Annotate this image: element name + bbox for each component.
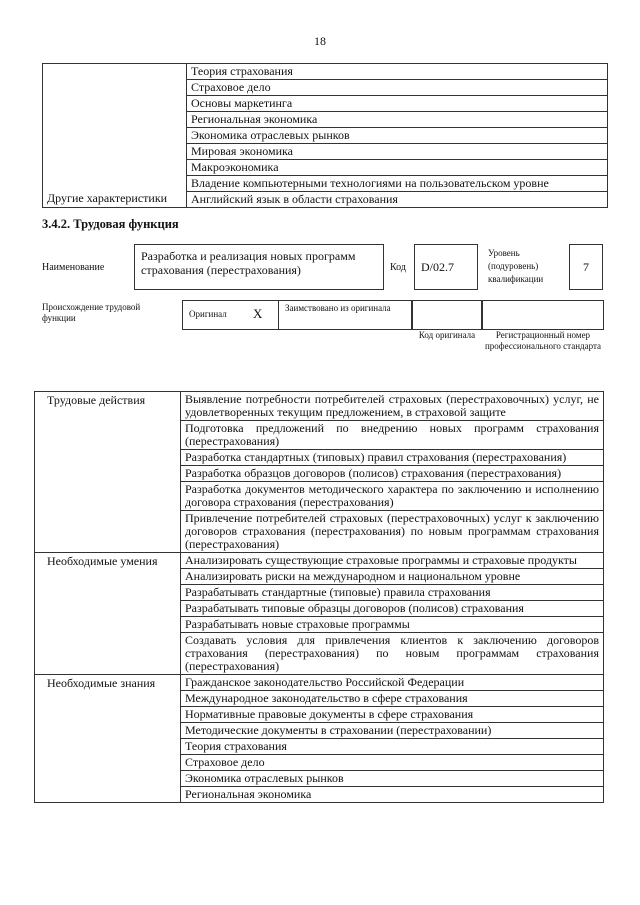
list-item: Создавать условия для привлечения клиентов к заключению договоров страхования (перестрахования) по новым программам страхования (перестрахования) — [181, 633, 604, 675]
list-item: Экономика отраслевых рынков — [187, 128, 608, 144]
list-item: Региональная экономика — [187, 112, 608, 128]
list-item: Мировая экономика — [187, 144, 608, 160]
page-number: 18 — [314, 34, 326, 48]
borrowed-label: Заимствовано из оригинала — [285, 303, 391, 313]
code-value: D/02.7 — [421, 260, 454, 274]
level-box — [569, 244, 603, 290]
level-label: Уровень (подуровень) квалификации — [488, 248, 544, 284]
original-box — [182, 300, 278, 330]
list-item: Теория страхования — [187, 64, 608, 80]
list-item: Основы маркетинга — [187, 96, 608, 112]
orig-code-box — [412, 300, 482, 330]
list-item: Анализировать существующие страховые программы и страховые продукты — [181, 553, 604, 569]
list-item: Методические документы в страховании (перестраховании) — [181, 723, 604, 739]
name-label: Наименование — [42, 262, 105, 273]
list-item: Макроэкономика — [187, 160, 608, 176]
reg-number-box — [482, 300, 604, 330]
list-item: Нормативные правовые документы в сфере страхования — [181, 707, 604, 723]
list-item: Экономика отраслевых рынков — [181, 771, 604, 787]
other-characteristics-label: Другие характеристики — [43, 64, 187, 208]
list-item: Страховое дело — [181, 755, 604, 771]
list-item: Разработка образцов договоров (полисов) страхования (перестрахования) — [181, 466, 604, 482]
list-item: Анализировать риски на международном и национальном уровне — [181, 569, 604, 585]
other-characteristics-table — [42, 63, 608, 208]
list-item: Международное законодательство в сфере страхования — [181, 691, 604, 707]
list-item: Страховое дело — [187, 80, 608, 96]
orig-code-label: Код оригинала — [418, 330, 476, 340]
original-label: Оригинал — [189, 309, 227, 319]
borrowed-box — [278, 300, 412, 330]
section-title: 3.4.2. Трудовая функция — [42, 217, 179, 231]
level-value: 7 — [583, 260, 589, 274]
reg-number-label: Регистрационный номер профессионального стандарта — [484, 330, 602, 351]
labor-function-table — [34, 391, 604, 803]
code-label: Код — [390, 262, 406, 273]
list-item: Теория страхования — [181, 739, 604, 755]
list-item: Подготовка предложений по внедрению новых программ страхования (перестрахования) — [181, 421, 604, 450]
list-item: Разработка документов методического характера по заключению и исполнению договора страхования (перестрахования) — [181, 482, 604, 511]
list-item: Привлечение потребителей страховых (перестраховочных) услуг к заключению договоров страхования (перестрахования) по новым программам страхования (перестрахования) — [181, 511, 604, 553]
list-item: Владение компьютерными технологиями на пользовательском уровне — [187, 176, 608, 192]
list-item: Региональная экономика — [181, 787, 604, 803]
list-item: Разрабатывать новые страховые программы — [181, 617, 604, 633]
origin-label: Происхождение трудовой функции — [42, 302, 141, 323]
knowledge-label: Необходимые знания — [35, 675, 181, 803]
name-box — [134, 244, 384, 290]
list-item: Разработка стандартных (типовых) правил страхования (перестрахования) — [181, 450, 604, 466]
code-box — [414, 244, 478, 290]
list-item: Английский язык в области страхования — [187, 192, 608, 208]
original-mark: X — [253, 306, 263, 321]
list-item: Гражданское законодательство Российской Федерации — [181, 675, 604, 691]
labor-actions-label: Трудовые действия — [35, 392, 181, 553]
list-item: Выявление потребности потребителей страховых (перестраховочных) услуг, не удовлетворенных текущим предложением, в страховой защите — [181, 392, 604, 421]
list-item: Разрабатывать типовые образцы договоров (полисов) страхования — [181, 601, 604, 617]
name-value: Разработка и реализация новых программ страхования (перестрахования) — [141, 249, 356, 277]
list-item: Разрабатывать стандартные (типовые) правила страхования — [181, 585, 604, 601]
skills-label: Необходимые умения — [35, 553, 181, 675]
